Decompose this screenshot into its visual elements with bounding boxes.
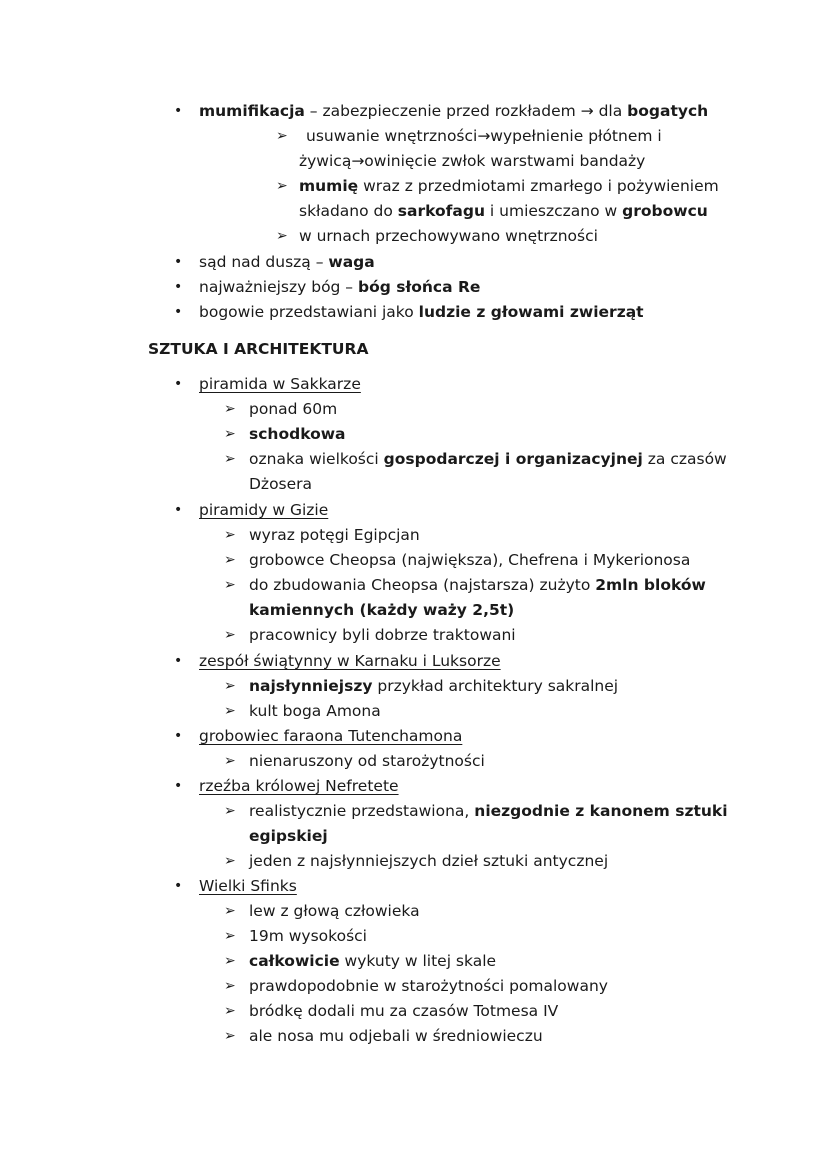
arrow-bullet-icon: ➢	[224, 903, 236, 919]
arrow-bullet-icon: ➢	[276, 128, 288, 144]
sub-item-text: żywicą→owinięcie zwłok warstwami bandaży	[299, 152, 646, 170]
bullet-icon: •	[174, 878, 183, 894]
arrow-bullet-icon: ➢	[276, 178, 288, 194]
sub-item-text: w urnach przechowywano wnętrzności	[299, 227, 598, 245]
sub-item-text: oznaka wielkości gospodarczej i organizacyjnej za czasów	[249, 450, 727, 468]
item-title: rzeźba królowej Nefretete	[199, 777, 399, 795]
sub-item-text: 19m wysokości	[249, 927, 367, 945]
bullet-icon: •	[174, 778, 183, 794]
arrow-bullet-icon: ➢	[224, 853, 236, 869]
arrow-bullet-icon: ➢	[224, 426, 236, 442]
sub-item-text: całkowicie wykuty w litej skale	[249, 952, 497, 970]
bullet-icon: •	[174, 254, 183, 270]
arrow-bullet-icon: ➢	[224, 978, 236, 994]
item-title: piramidy w Gizie	[199, 501, 329, 519]
bullet-icon: •	[174, 279, 183, 295]
sub-item-text: grobowce Cheopsa (największa), Chefrena i Mykerionosa	[249, 551, 691, 569]
arrow-bullet-icon: ➢	[224, 928, 236, 944]
arrow-bullet-icon: ➢	[224, 678, 236, 694]
item-title: piramida w Sakkarze	[199, 375, 361, 393]
sub-item-text: ponad 60m	[249, 400, 338, 418]
sub-item-text: kamiennych (każdy waży 2,5t)	[249, 601, 515, 619]
sub-item-text: pracownicy byli dobrze traktowani	[249, 626, 516, 644]
bullet-icon: •	[174, 376, 183, 392]
arrow-bullet-icon: ➢	[224, 401, 236, 417]
sub-item-text: ale nosa mu odjebali w średniowieczu	[249, 1027, 543, 1045]
arrow-bullet-icon: ➢	[224, 577, 236, 593]
arrow-bullet-icon: ➢	[224, 451, 236, 467]
sub-item-text: realistycznie przedstawiona, niezgodnie z kanonem sztuki	[249, 802, 728, 820]
arrow-bullet-icon: ➢	[224, 527, 236, 543]
sub-item-text: nienaruszony od starożytności	[249, 752, 485, 770]
arrow-bullet-icon: ➢	[224, 1028, 236, 1044]
sub-item-text: wyraz potęgi Egipcjan	[249, 526, 420, 544]
sub-item-text: lew z głową człowieka	[249, 902, 420, 920]
arrow-bullet-icon: ➢	[224, 627, 236, 643]
sub-item-text: usuwanie wnętrzności→wypełnienie płótnem i	[306, 127, 662, 145]
arrow-bullet-icon: ➢	[224, 803, 236, 819]
section-heading: SZTUKA I ARCHITEKTURA	[148, 340, 369, 358]
arrow-bullet-icon: ➢	[276, 228, 288, 244]
sub-item-text: składano do sarkofagu i umieszczano w grobowcu	[299, 202, 708, 220]
list-item: bogowie przedstawiani jako ludzie z głowami zwierząt	[199, 303, 644, 321]
item-title: zespół świątynny w Karnaku i Luksorze	[199, 652, 501, 670]
sub-item-text: Dżosera	[249, 475, 313, 493]
item-title: Wielki Sfinks	[199, 877, 297, 895]
bullet-icon: •	[174, 304, 183, 320]
sub-item-text: prawdopodobnie w starożytności pomalowany	[249, 977, 608, 995]
list-item: najważniejszy bóg – bóg słońca Re	[199, 278, 481, 296]
sub-item-text: schodkowa	[249, 425, 346, 443]
arrow-bullet-icon: ➢	[224, 1003, 236, 1019]
arrow-bullet-icon: ➢	[224, 703, 236, 719]
bullet-icon: •	[174, 103, 183, 119]
bullet-icon: •	[174, 653, 183, 669]
sub-item-text: najsłynniejszy przykład architektury sakralnej	[249, 677, 619, 695]
arrow-bullet-icon: ➢	[224, 753, 236, 769]
arrow-bullet-icon: ➢	[224, 953, 236, 969]
bullet-icon: •	[174, 502, 183, 518]
arrow-bullet-icon: ➢	[224, 552, 236, 568]
list-item: sąd nad duszą – waga	[199, 253, 375, 271]
sub-item-text: mumię wraz z przedmiotami zmarłego i pożywieniem	[299, 177, 719, 195]
item-title: grobowiec faraona Tutenchamona	[199, 727, 463, 745]
sub-item-text: egipskiej	[249, 827, 328, 845]
bullet-icon: •	[174, 728, 183, 744]
sub-item-text: kult boga Amona	[249, 702, 381, 720]
list-item-mumifikacja: mumifikacja – zabezpieczenie przed rozkładem → dla bogatych	[199, 102, 709, 120]
sub-item-text: jeden z najsłynniejszych dzieł sztuki antycznej	[249, 852, 609, 870]
sub-item-text: bródkę dodali mu za czasów Totmesa IV	[249, 1002, 559, 1020]
sub-item-text: do zbudowania Cheopsa (najstarsza) zużyto 2mln bloków	[249, 576, 706, 594]
